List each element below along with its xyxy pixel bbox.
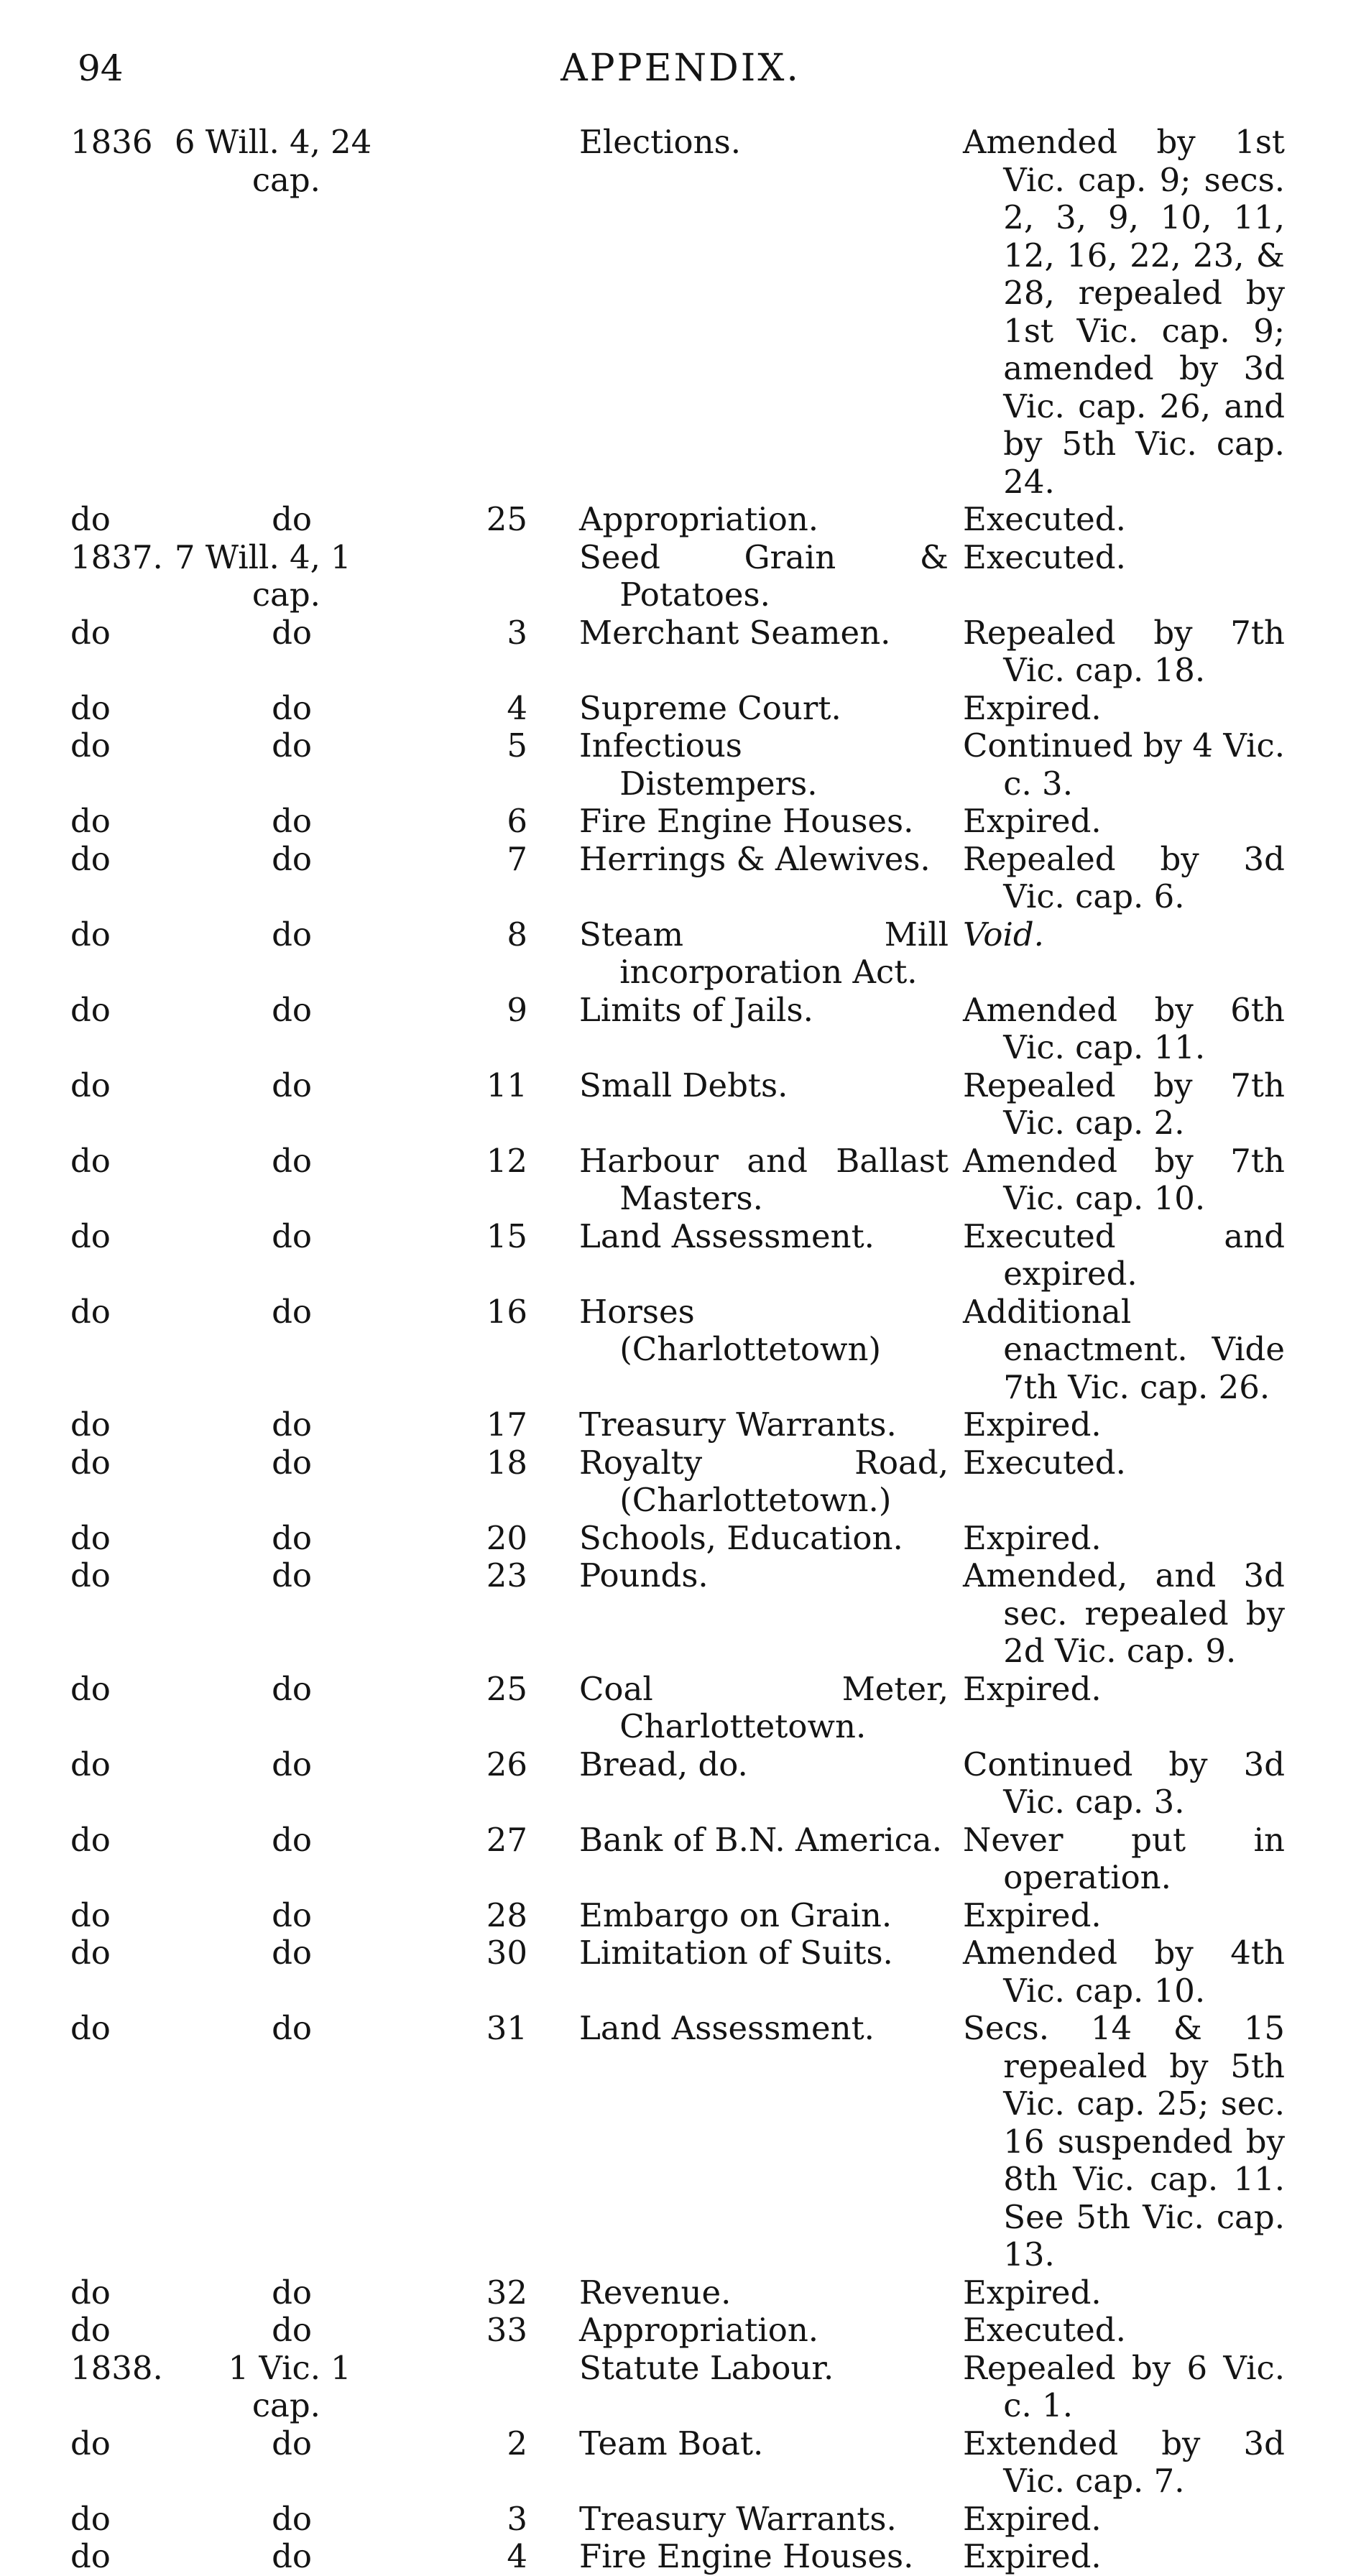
act-title-cell [572,690,956,728]
act-title-text: Revenue. [579,2273,732,2312]
act-title-text: Elections. [579,123,742,161]
act-title-cell [572,841,956,916]
reign-cell: do [272,1141,312,1180]
table-row [70,614,1292,690]
act-title-cell [572,1557,956,1671]
act-status-text: Executed and expired. [963,1217,1285,1293]
act-title-text: Bank of B.N. America. [579,1820,943,1859]
act-title-cell [572,727,956,803]
act-title-text: Embargo on Grain. [579,1896,892,1934]
table-row [70,690,1292,728]
act-title-text: Treasury Warrants. [579,2499,897,2538]
act-status-cell [956,1520,1292,1558]
act-title-text: Fire Engine Houses. [579,802,914,840]
table-row [70,124,1292,501]
act-status-text: Amended by 7th Vic. cap. 10. [963,1141,1285,1217]
year-cell: do [70,1556,111,1594]
act-status-cell [956,1444,1292,1520]
act-title-cell [572,1520,956,1558]
act-status-text: Repealed by 7th Vic. cap. 18. [963,613,1285,689]
table-row [70,1822,1292,1897]
act-title-text: Steam Mill incorporation Act. [579,915,949,991]
act-status-cell [956,1746,1292,1822]
reign-cell: do [272,2273,312,2312]
year-cell: 1838. [70,2348,163,2387]
reign-cell: do [272,500,312,538]
act-status-cell [956,1218,1292,1293]
year-cell: do [70,2009,111,2047]
table-row [70,1293,1292,1407]
table-row [70,2501,1292,2539]
act-status-cell [956,614,1292,690]
act-status-cell [956,841,1292,916]
act-status-cell [956,2425,1292,2501]
reign-cell: do [272,2537,312,2575]
table-row [70,916,1292,992]
chapter-number-cell: 27 [486,1820,527,1859]
act-title-cell [572,1822,956,1897]
act-status-text: Executed. [963,1443,1126,1482]
reign-cell: do [272,1405,312,1444]
table-row [70,1142,1292,1218]
act-title-cell [572,1218,956,1293]
act-status-cell [956,2350,1292,2425]
year-cell: 1836 [70,123,153,161]
act-title-cell [572,992,956,1067]
act-title-cell [572,1142,956,1218]
year-cell: do [70,1217,111,1255]
reign-cell: do [272,2499,312,2538]
act-title-cell [572,1406,956,1444]
page-number: 94 [78,47,124,89]
act-status-cell [956,124,1292,501]
act-status-cell [956,1406,1292,1444]
act-status-text: Repealed by 3d Vic. cap. 6. [963,839,1285,915]
table-row [70,841,1292,916]
act-status-cell [956,1293,1292,1407]
table-row [70,2274,1292,2312]
act-title-text: Pounds. [579,1556,709,1594]
table-row [70,1218,1292,1293]
year-cell: do [70,1405,111,1444]
act-status-text: Amended, and 3d sec. repealed by 2d Vic. cap. 9. [963,1556,1285,1670]
chapter-number-cell: 8 [507,915,527,954]
chapter-number-cell: 24 [331,123,372,161]
act-title-cell [572,803,956,841]
act-status-cell [956,2274,1292,2312]
table-row [70,1671,1292,1746]
chapter-number-cell: 5 [507,726,527,765]
year-cell: do [70,2537,111,2575]
act-title-cell [572,2312,956,2350]
act-title-text: Statute Labour. [579,2348,834,2387]
reign-cell: do [272,2009,312,2047]
act-title-cell [572,2501,956,2539]
act-title-text: Small Debts. [579,1066,788,1104]
chapter-number-cell: 2 [507,2424,527,2462]
act-status-cell [956,539,1292,614]
chapter-number-cell: 23 [486,1556,527,1594]
act-status-text: Repealed by 7th Vic. cap. 2. [963,1066,1285,1142]
act-status-text: Expired. [963,1669,1102,1708]
act-status-cell [956,2538,1292,2576]
chapter-number-cell: 25 [486,500,527,538]
act-status-cell [956,501,1292,539]
acts-table [70,124,1292,2576]
act-title-cell [572,1897,956,1935]
table-row [70,992,1292,1067]
table-row [70,1934,1292,2010]
table-row [70,1520,1292,1558]
reign-cell: do [272,802,312,840]
act-title-text: Bread, do. [579,1745,748,1783]
act-title-cell [572,1934,956,2010]
year-cell: do [70,1518,111,1557]
year-cell: do [70,1669,111,1708]
chapter-number-cell: 3 [507,613,527,652]
year-cell: do [70,2273,111,2312]
act-status-cell [956,1067,1292,1142]
table-row [70,2010,1292,2274]
year-cell: do [70,990,111,1029]
act-title-text: Limitation of Suits. [579,1934,893,1972]
act-status-text: Continued by 4 Vic. c. 3. [963,726,1285,803]
act-title-text: Harbour and Ballast Masters. [579,1141,949,1217]
year-cell: do [70,688,111,727]
act-status-text: Executed. [963,2311,1126,2349]
act-title-cell [572,916,956,992]
act-title-cell [572,124,956,501]
act-status-text: Amended by 6th Vic. cap. 11. [963,990,1285,1066]
act-title-text: Herrings & Alewives. [579,839,931,878]
table-row [70,1067,1292,1142]
act-status-cell [956,1934,1292,2010]
reign-cell: do [272,1745,312,1783]
reign-cell: do [272,1669,312,1708]
table-row [70,803,1292,841]
chapter-number-cell: 32 [486,2273,527,2312]
reign-cell: 7 Will. 4, cap. [174,537,320,614]
chapter-number-cell: 33 [486,2311,527,2349]
act-status-text: Expired. [963,2273,1102,2312]
act-title-text: Treasury Warrants. [579,1405,897,1444]
chapter-number-cell: 31 [486,2009,527,2047]
running-head: APPENDIX. [560,47,801,90]
act-title-text: Fire Engine Houses. [579,2537,914,2575]
chapter-number-cell: 7 [507,839,527,878]
act-status-text: Executed. [963,537,1126,576]
year-cell: do [70,1896,111,1934]
act-status-text: Expired. [963,1405,1102,1444]
act-title-text: Appropriation. [579,2311,819,2349]
act-title-text: Horses (Charlottetown) [579,1292,882,1368]
year-cell: do [70,915,111,954]
act-status-text: Executed. [963,500,1126,538]
year-cell: do [70,2311,111,2349]
chapter-number-cell: 12 [486,1141,527,1180]
act-status-cell [956,1142,1292,1218]
act-status-cell [956,690,1292,728]
reign-cell: 1 Vic. cap. [228,2348,320,2424]
act-status-cell [956,1822,1292,1897]
act-title-cell [572,1444,956,1520]
act-status-text: Expired. [963,2537,1102,2575]
table-row [70,1897,1292,1935]
act-status-cell [956,916,1292,992]
chapter-number-cell: 1 [331,537,351,576]
reign-cell: do [272,1443,312,1482]
act-status-text: Expired. [963,1518,1102,1557]
chapter-number-cell: 4 [507,688,527,727]
chapter-number-cell: 16 [486,1292,527,1331]
act-status-cell [956,2010,1292,2274]
act-title-cell [572,1746,956,1822]
act-title-text: Land Assessment. [579,2009,875,2047]
reign-cell: do [272,1896,312,1934]
act-status-text: Extended by 3d Vic. cap. 7. [963,2424,1285,2500]
year-cell: do [70,1934,111,1972]
table-row [70,727,1292,803]
act-status-text: Additional enactment. Vide 7th Vic. cap. 26. [963,1292,1285,1406]
act-status-text: Expired. [963,688,1102,727]
reign-cell: do [272,2311,312,2349]
act-title-text: Coal Meter, Charlottetown. [579,1669,949,1745]
act-status-cell [956,992,1292,1067]
table-row [70,2538,1292,2576]
table-row [70,1746,1292,1822]
chapter-number-cell: 6 [507,802,527,840]
act-status-text: Expired. [963,802,1102,840]
table-row [70,1406,1292,1444]
reign-cell: do [272,839,312,878]
acts-table-body [70,124,1292,2576]
year-cell: do [70,2424,111,2462]
act-title-text: Infectious Distempers. [579,726,818,803]
reign-cell: do [272,726,312,765]
table-row [70,1444,1292,1520]
table-row [70,539,1292,614]
act-status-cell [956,727,1292,803]
reign-cell: do [272,1820,312,1859]
chapter-number-cell: 25 [486,1669,527,1708]
reign-cell: do [272,990,312,1029]
act-status-text: Amended by 4th Vic. cap. 10. [963,1934,1285,2010]
table-row [70,501,1292,539]
act-status-text: Void. [963,915,1044,954]
year-cell: do [70,1292,111,1331]
year-cell: do [70,802,111,840]
act-title-cell [572,2274,956,2312]
chapter-number-cell: 30 [486,1934,527,1972]
chapter-number-cell: 20 [486,1518,527,1557]
chapter-number-cell: 9 [507,990,527,1029]
act-status-cell [956,2312,1292,2350]
act-title-text: Land Assessment. [579,1217,875,1255]
reign-cell: do [272,1518,312,1557]
act-status-cell [956,1671,1292,1746]
year-cell: do [70,1443,111,1482]
act-status-cell [956,803,1292,841]
year-cell: do [70,1745,111,1783]
chapter-number-cell: 11 [486,1066,527,1104]
act-title-cell [572,614,956,690]
year-cell: 1837. [70,537,163,576]
table-row [70,2350,1292,2425]
reign-cell: do [272,1066,312,1104]
page-header [0,45,1361,95]
act-title-text: Supreme Court. [579,688,841,727]
act-title-cell [572,1671,956,1746]
year-cell: do [70,1141,111,1180]
act-title-text: Royalty Road, (Charlottetown.) [579,1443,949,1519]
chapter-number-cell: 15 [486,1217,527,1255]
act-title-text: Schools, Education. [579,1518,903,1557]
act-title-text: Limits of Jails. [579,990,813,1029]
act-status-text: Amended by 1st Vic. cap. 9; secs. 2, 3, 9, 10, 11, 12, 16, 22, 23, & 28, repealed by 1st Vic. cap. 9; amended by 3d Vic. cap. 26, and by 5th Vic. cap. 24. [963,123,1285,501]
reign-cell: do [272,915,312,954]
chapter-number-cell: 3 [507,2499,527,2538]
reign-cell: 6 Will. 4, cap. [174,123,320,199]
act-status-text: Secs. 14 & 15 repealed by 5th Vic. cap. 25; sec. 16 suspended by 8th Vic. cap. 11. See 5th Vic. cap. 13. [963,2009,1285,2273]
reign-cell: do [272,1217,312,1255]
reign-cell: do [272,2424,312,2462]
chapter-number-cell: 17 [486,1405,527,1444]
act-status-text: Expired. [963,2499,1102,2538]
reign-cell: do [272,1556,312,1594]
act-status-text: Continued by 3d Vic. cap. 3. [963,1745,1285,1821]
chapter-number-cell: 1 [331,2348,351,2387]
act-title-cell [572,2425,956,2501]
act-status-cell [956,2501,1292,2539]
table-row [70,1557,1292,1671]
reign-cell: do [272,1934,312,1972]
act-title-cell [572,1293,956,1407]
year-cell: do [70,726,111,765]
act-title-text: Merchant Seamen. [579,613,891,652]
act-title-cell [572,2538,956,2576]
act-title-text: Appropriation. [579,500,819,538]
year-cell: do [70,2499,111,2538]
chapter-number-cell: 26 [486,1745,527,1783]
act-title-cell [572,501,956,539]
act-status-text: Never put in operation. [963,1820,1285,1896]
table-row [70,2312,1292,2350]
year-cell: do [70,500,111,538]
year-cell: do [70,613,111,652]
act-title-cell [572,2350,956,2425]
table-row [70,2425,1292,2501]
chapter-number-cell: 18 [486,1443,527,1482]
act-status-cell [956,1557,1292,1671]
act-title-cell [572,1067,956,1142]
chapter-number-cell: 28 [486,1896,527,1934]
act-status-text: Repealed by 6 Vic. c. 1. [963,2348,1285,2424]
act-title-cell [572,539,956,614]
reign-cell: do [272,613,312,652]
act-status-text: Expired. [963,1896,1102,1934]
act-title-text: Seed Grain & Potatoes. [579,537,949,614]
year-cell: do [70,1820,111,1859]
reign-cell: do [272,688,312,727]
act-status-cell [956,1897,1292,1935]
year-cell: do [70,1066,111,1104]
act-title-text: Team Boat. [579,2424,764,2462]
year-cell: do [70,839,111,878]
act-title-cell [572,2010,956,2274]
reign-cell: do [272,1292,312,1331]
chapter-number-cell: 4 [507,2537,527,2575]
